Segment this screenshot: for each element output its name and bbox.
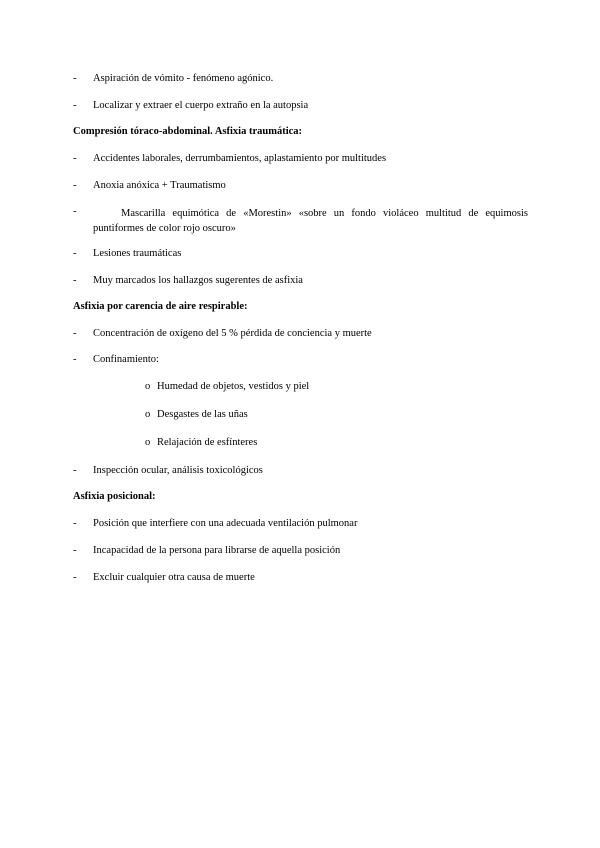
list-item: [73, 354, 528, 368]
list-item: [73, 248, 528, 262]
list-bullet: -: [73, 545, 77, 556]
list-item: [73, 328, 528, 342]
section-heading-carencia: Asfixia por carencia de aire respirable:: [73, 301, 248, 312]
sub-bullet-icon: o: [145, 409, 151, 420]
list-item: [73, 275, 528, 289]
list-bullet: -: [73, 100, 77, 111]
list-bullet: -: [73, 518, 77, 529]
sub-list-item-text: Relajación de esfínteres: [157, 437, 258, 448]
list-item-text: Muy marcados los hallazgos sugerentes de asfixia: [93, 275, 303, 286]
list-item: [73, 153, 528, 167]
list-item-text: Confinamiento:: [93, 354, 159, 365]
sub-list-item-text: Humedad de objetos, vestidos y piel: [157, 381, 310, 392]
list-item-text: Concentración de oxígeno del 5 % pérdida de conciencia y muerte: [93, 328, 372, 339]
list-bullet: -: [73, 572, 77, 583]
list-item: [73, 465, 528, 479]
list-bullet: -: [73, 465, 77, 476]
list-item: [73, 545, 528, 559]
list-item: [73, 572, 528, 586]
list-item: [73, 100, 528, 114]
list-item: [73, 518, 528, 532]
sub-list-item: [145, 437, 445, 449]
list-bullet: -: [73, 73, 77, 84]
list-item-text: Anoxia anóxica + Traumatismo: [93, 180, 226, 191]
sub-list-item-text: Desgastes de las uñas: [157, 409, 248, 420]
list-bullet: -: [73, 248, 77, 259]
list-item-text: Localizar y extraer el cuerpo extraño en la autopsia: [93, 100, 309, 111]
sub-list-item: [145, 409, 445, 421]
list-item-text: Aspiración de vómito - fenómeno agónico.: [93, 73, 274, 84]
list-bullet: -: [73, 328, 77, 339]
list-bullet: -: [73, 275, 77, 286]
sub-list-item: [145, 381, 445, 393]
sub-bullet-icon: o: [145, 381, 151, 392]
list-item-text: Incapacidad de la persona para librarse de aquella posición: [93, 545, 341, 556]
list-bullet: -: [73, 153, 77, 164]
list-item-text: Lesiones traumáticas: [93, 248, 182, 259]
list-item: [73, 206, 528, 236]
section-heading-posicional: Asfixia posicional:: [73, 491, 156, 502]
list-item-text: Excluir cualquier otra causa de muerte: [93, 572, 255, 583]
list-item-text: Inspección ocular, análisis toxicológicos: [93, 465, 263, 476]
list-item-text: Posición que interfiere con una adecuada ventilación pulmonar: [93, 518, 358, 529]
section-heading-compresion: Compresión tóraco-abdominal. Asfixia traumática:: [73, 126, 303, 137]
list-bullet: -: [73, 354, 77, 365]
list-bullet: -: [73, 206, 77, 217]
list-item: [73, 180, 528, 194]
list-item-text: Mascarilla equimótica de «Morestin» «sobre un fondo violáceo multitud de equimosis puntiformes de color rojo oscuro»: [93, 208, 528, 234]
list-bullet: -: [73, 180, 77, 191]
list-item: [73, 73, 528, 87]
list-item-text: Accidentes laborales, derrumbamientos, aplastamiento por multitudes: [93, 153, 387, 164]
sub-bullet-icon: o: [145, 437, 151, 448]
